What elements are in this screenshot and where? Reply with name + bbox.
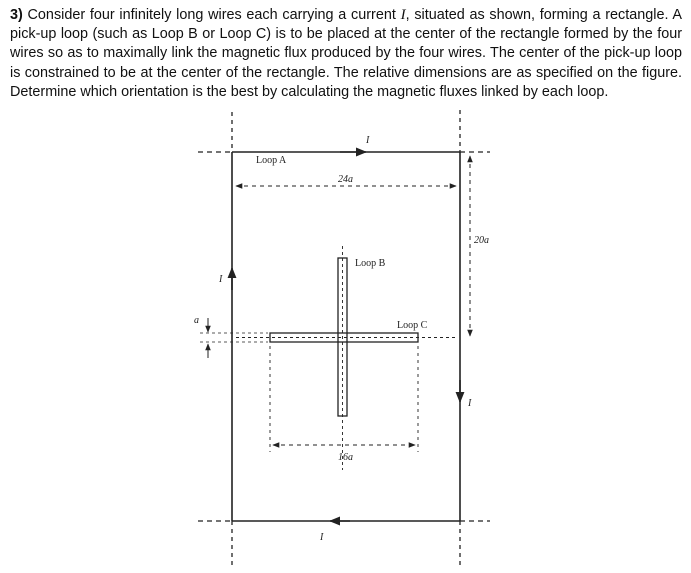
problem-text-part-1: Consider four infinitely long wires each carrying a current (22, 7, 401, 23)
loop-b-label: Loop B (355, 258, 386, 269)
loop-c-label: Loop C (397, 320, 428, 331)
dimension-16a (270, 346, 418, 452)
loop-b (338, 246, 347, 470)
dimension-a-label: a (194, 315, 199, 326)
loop-a-label: Loop A (256, 155, 287, 166)
current-label-top: I (366, 135, 370, 146)
dimension-20a-label: 20a (474, 235, 489, 246)
dimension-16a-label: 16a (338, 452, 353, 463)
problem-number: 3) (10, 7, 23, 23)
dimension-24a-label: 24a (338, 174, 353, 185)
loop-c (236, 333, 456, 342)
problem-text-part-2: , situated as shown, forming a rectangle. A pick-up loop (such as Loop B or Loop C) is to be placed at the center of the rectangle formed by the four wires so as to maximally link the magnetic flux produced by the four wires. The center of the pick-up loop is constrained to be at the center of the rectangle. The relative dimensions are as specified on the figure. Determine which orientation is the best by calculating the magnetic fluxes linked by each loop. (10, 7, 682, 100)
current-label-left: I (219, 274, 223, 285)
current-symbol: I (400, 7, 406, 23)
current-label-right: I (468, 398, 472, 409)
current-label-bottom: I (320, 532, 324, 543)
dimension-a (200, 318, 268, 358)
